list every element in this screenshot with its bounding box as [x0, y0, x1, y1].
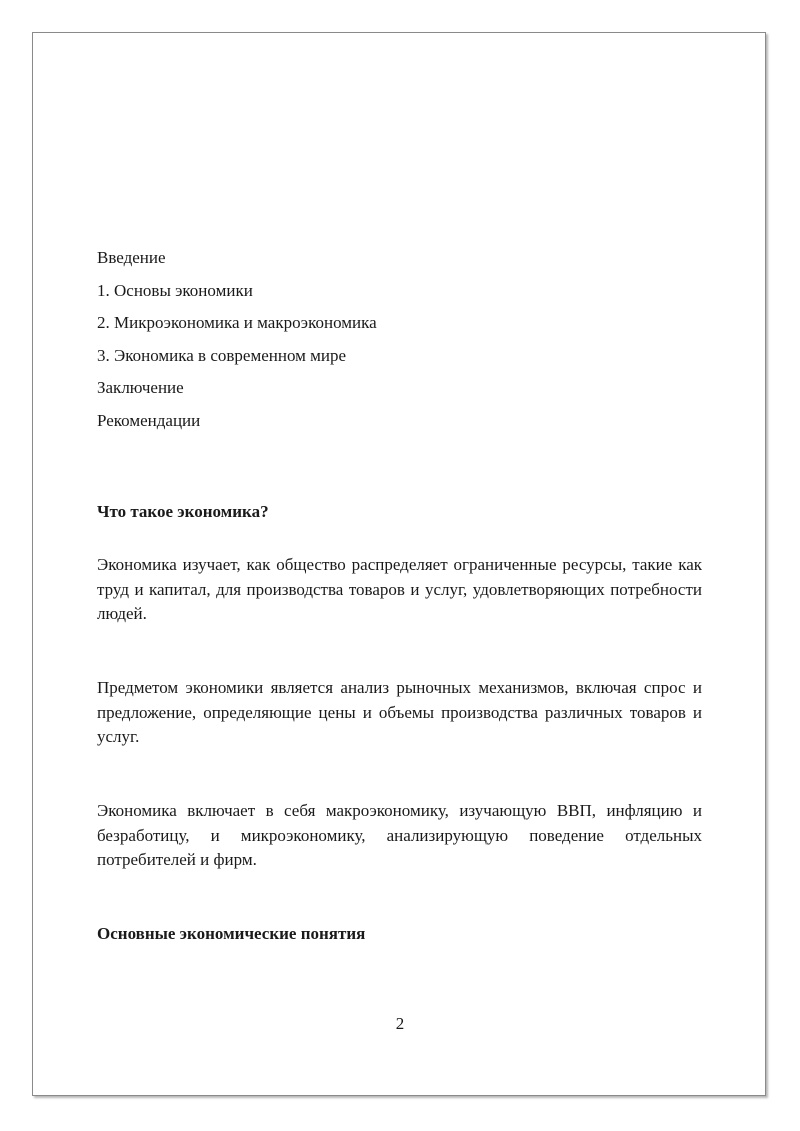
- paragraph-1: Экономика изучает, как общество распределяет ограниченные ресурсы, такие как труд и капитал, для производства товаров и услуг, удовлетворяющих потребности людей.: [97, 555, 702, 623]
- toc-item-modern-economy: 3. Экономика в современном мире: [97, 345, 347, 365]
- page-number: 2: [395, 1014, 405, 1033]
- toc-item-micro-macro: 2. Микроэкономика и макроэкономика: [97, 313, 377, 333]
- toc-item-introduction: Введение: [97, 248, 166, 267]
- paragraph-2: Предметом экономики является анализ рыночных механизмов, включая спрос и предложение, определяющие цены и объемы производства различных товаров и услуг.: [97, 678, 702, 746]
- section-heading-basic-concepts: Основные экономические понятия: [97, 924, 366, 943]
- section-heading-what-is-economics: Что такое экономика?: [97, 502, 269, 521]
- toc-item-economics-basics: 1. Основы экономики: [97, 280, 253, 300]
- toc-item-recommendations: Рекомендации: [97, 410, 201, 430]
- toc-item-conclusion: Заключение: [97, 378, 184, 398]
- table-of-contents: [97, 242, 702, 438]
- paragraph-3: Экономика включает в себя макроэкономику, изучающую ВВП, инфляцию и безработицу, и микроэкономику, анализирующую поведение отдельных потребителей и фирм.: [97, 801, 702, 869]
